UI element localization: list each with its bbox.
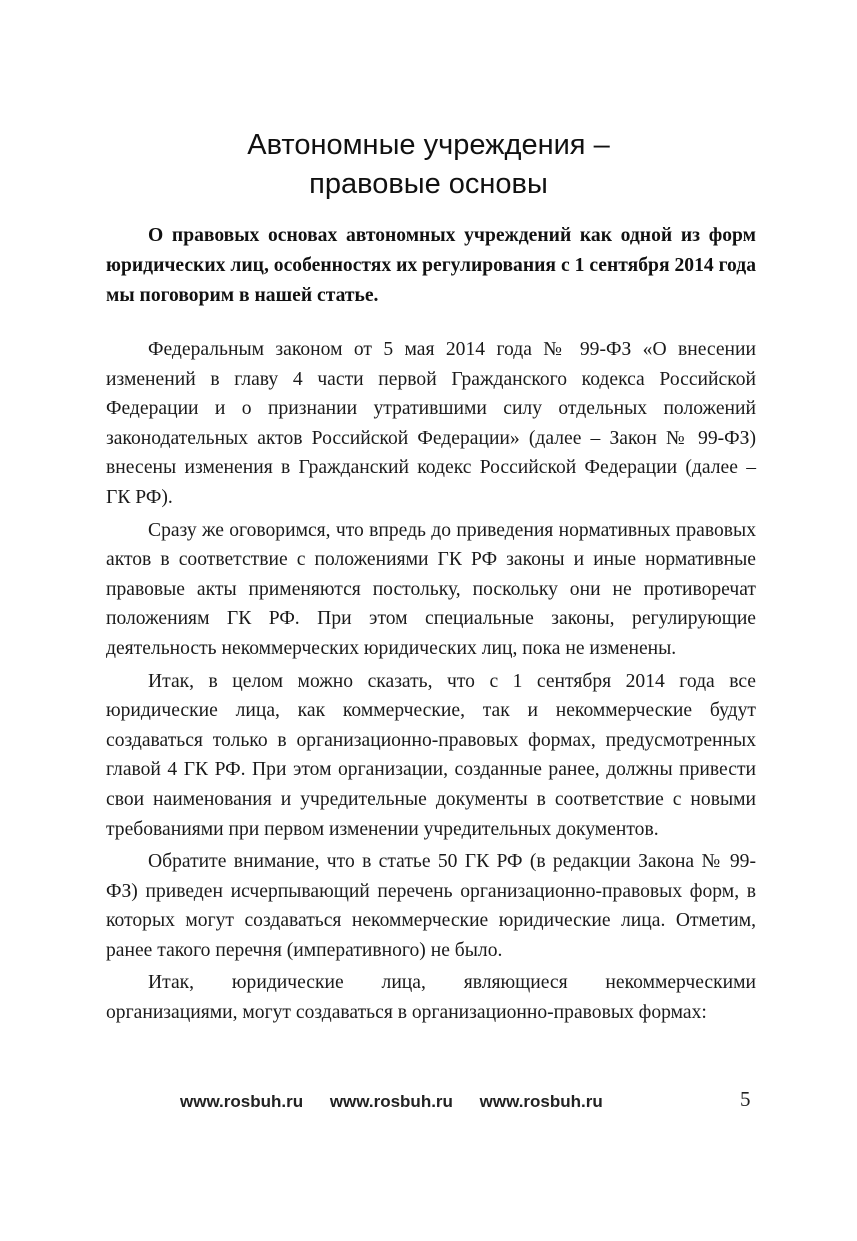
footer-link[interactable]: www.rosbuh.ru (329, 1092, 453, 1111)
footer-link[interactable]: www.rosbuh.ru (180, 1092, 304, 1111)
body-paragraph-4: Обратите внимание, что в статье 50 ГК РФ (в редакции Закона № 99-ФЗ) приведен исчерпывающий перечень организационно-правовых форм, в которых могут создаваться некоммерческие юридические лица. Отметим, ранее такого перечня (императивного) не было. (106, 851, 756, 961)
footer-link[interactable]: www.rosbuh.ru (479, 1092, 603, 1111)
lead-paragraph: О правовых основах автономных учреждений как одной из форм юридических лиц, особенностях их регулирования с 1 сентября 2014 года мы поговорим в нашей статье. (106, 225, 756, 306)
article-body (106, 335, 756, 1031)
article-title-line-1: Автономные учреждения – (247, 129, 610, 161)
body-paragraph-5: Итак, юридические лица, являющиеся некоммерческими организациями, могут создаваться в организационно-правовых формах: (106, 972, 756, 1024)
body-paragraph-3: Итак, в целом можно сказать, что с 1 сентября 2014 года все юридические лица, как коммерческие, так и некоммерческие будут создаваться только в организационно-правовых формах, предусмотренных главой 4 ГК РФ. При этом организации, созданные ранее, должны привести свои наименования и учредительные документы в соответствие с новыми требованиями при первом изменении учредительных документов. (106, 670, 756, 840)
body-paragraph-1: Федеральным законом от 5 мая 2014 года № 99-ФЗ «О внесении изменений в главу 4 части первой Гражданского кодекса Российской Федерации и о признании утратившими силу отдельных положений законодательных актов Российской Федерации» (далее – Закон № 99-ФЗ) внесены изменения в Гражданский кодекс Российской Федерации (далее – ГК РФ). (106, 339, 756, 508)
body-paragraph-2: Сразу же оговоримся, что впредь до приведения нормативных правовых актов в соответствие с положениями ГК РФ законы и иные нормативные правовые акты применяются постольку, поскольку они не противоречат положениям ГК РФ. При этом специальные законы, регулирующие деятельность некоммерческих юридических лиц, пока не изменены. (106, 519, 756, 659)
article-title (100, 126, 757, 204)
page-number: 5 (740, 1087, 751, 1111)
page-footer (180, 1092, 625, 1112)
article-title-line-2: правовые основы (309, 168, 548, 200)
